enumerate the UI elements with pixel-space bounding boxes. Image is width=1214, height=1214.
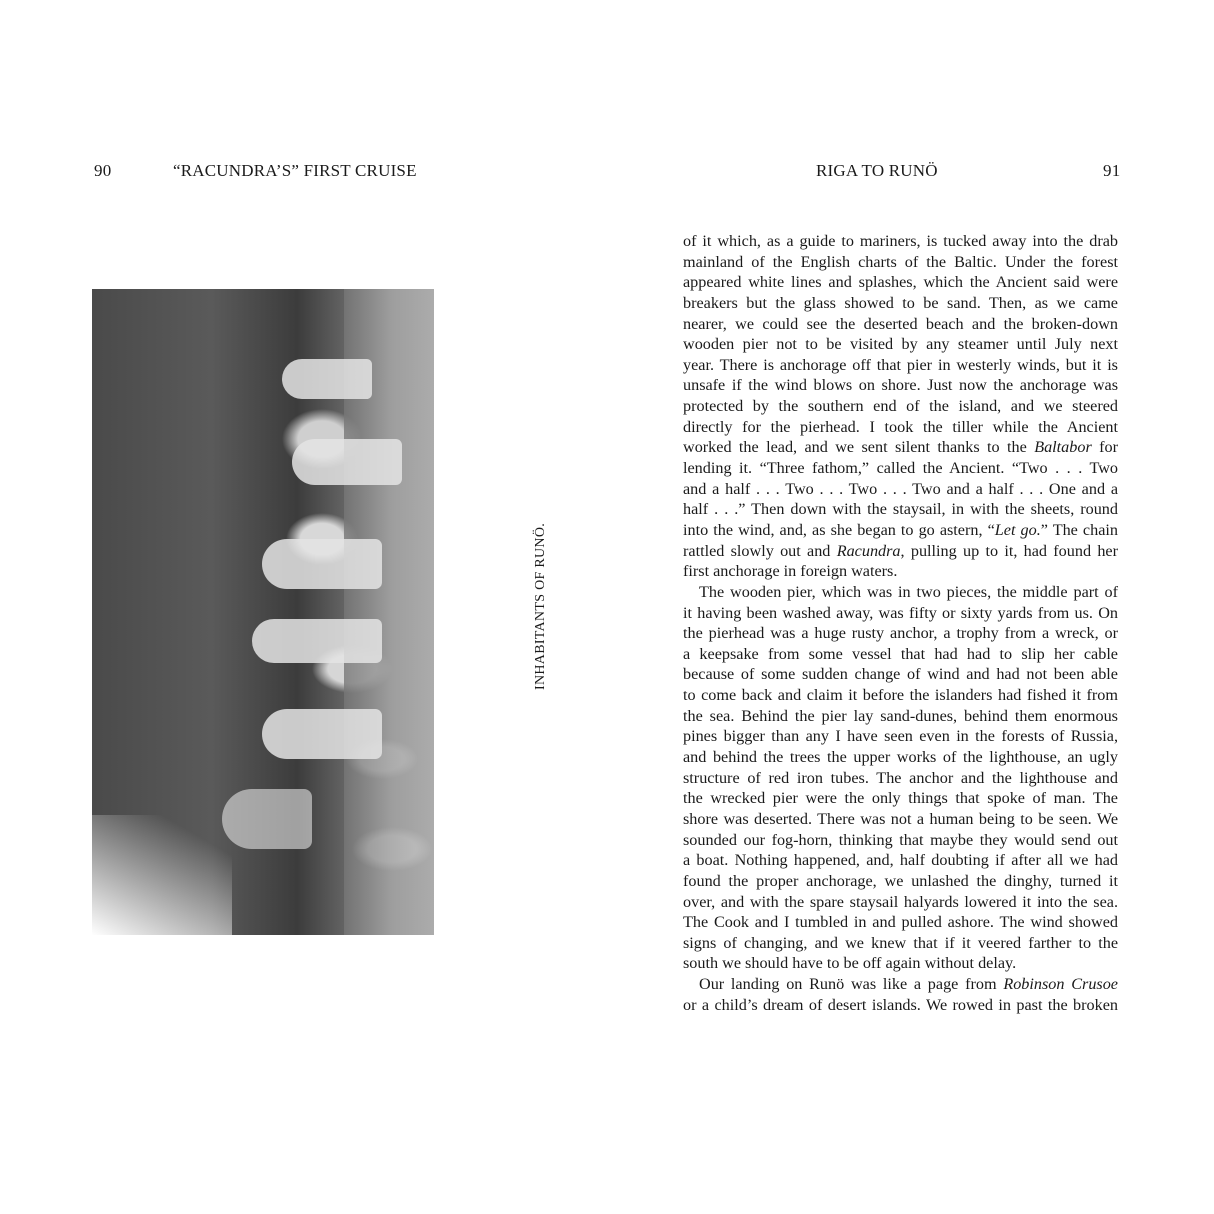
- text-segment: structure of red iron tubes. The anchor and the lighthouse and: [683, 768, 1118, 787]
- text-segment: lending it. “Three fathom,” called the Ancient. “Two . . . Two: [683, 459, 1118, 478]
- text-line: [683, 314, 1118, 335]
- text-segment: the wrecked pier were the only things that spoke of man. The: [683, 789, 1118, 808]
- page-number-left: 90: [94, 161, 112, 180]
- text-line: [683, 355, 1118, 376]
- text-line: [683, 582, 1118, 603]
- text-segment: shore was deserted. There was not a human being to be seen. We: [683, 809, 1118, 828]
- text-segment: year. There is anchorage off that pier in westerly winds, but it is: [683, 355, 1118, 374]
- text-line: [683, 561, 1118, 582]
- text-line: [683, 953, 1118, 974]
- text-line: [683, 603, 1118, 624]
- text-segment: the sea. Behind the pier lay sand-dunes, behind them enormous: [683, 706, 1118, 725]
- text-segment: breakers but the glass showed to be sand. Then, as we came: [683, 293, 1118, 312]
- text-segment: to come back and claim it before the islanders had fished it from: [683, 686, 1118, 705]
- text-segment: a keepsake from some vessel that had had to slip her cable: [683, 644, 1118, 663]
- text-line: [683, 706, 1118, 727]
- text-line: [683, 664, 1118, 685]
- text-segment: the pierhead was a huge rusty anchor, a trophy from a wreck, or: [683, 624, 1118, 643]
- text-line: [683, 231, 1118, 252]
- text-segment: nearer, we could see the deserted beach and the broken-down: [683, 314, 1118, 333]
- text-segment: wooden pier not to be visited by any steamer until July next: [683, 335, 1118, 354]
- text-line: [683, 912, 1118, 933]
- text-segment: for: [1091, 438, 1119, 457]
- text-line: [683, 768, 1118, 789]
- text-line: [683, 644, 1118, 665]
- text-line: [683, 871, 1118, 892]
- text-segment: The Cook and I tumbled in and pulled ashore. The wind showed: [683, 913, 1118, 932]
- text-segment: first anchorage in foreign waters.: [683, 562, 898, 581]
- italic-text: Racundra: [836, 541, 901, 560]
- text-line: [683, 995, 1118, 1016]
- text-segment: it having been washed away, was fifty or sixty yards from us. On: [683, 603, 1118, 622]
- page-number-right: 91: [1103, 161, 1121, 180]
- text-line: [683, 417, 1118, 438]
- text-segment: unsafe if the wind blows on shore. Just now the anchorage was: [683, 376, 1118, 395]
- photo-caption: INHABITANTS OF RUNÖ.: [533, 522, 548, 690]
- running-head-left: “RACUNDRA’S” FIRST CRUISE: [173, 161, 417, 180]
- text-segment: appeared white lines and splashes, which the Ancient said were: [683, 273, 1118, 292]
- text-line: [683, 458, 1118, 479]
- text-segment: a boat. Nothing happened, and, half doubting if after all we had: [683, 851, 1118, 870]
- text-line: [683, 541, 1118, 562]
- text-line: [683, 685, 1118, 706]
- text-line: [683, 375, 1118, 396]
- text-line: [683, 520, 1118, 541]
- text-line: [683, 334, 1118, 355]
- text-segment: The wooden pier, which was in two pieces, the middle part of: [699, 582, 1118, 601]
- body-text: [683, 231, 1118, 1015]
- photo-inhabitants: [92, 289, 434, 935]
- italic-text: Let go.: [994, 520, 1041, 539]
- text-line: [683, 499, 1118, 520]
- text-segment: directly for the pierhead. I took the tiller while the Ancient: [683, 417, 1118, 436]
- text-segment: protected by the southern end of the island, and we steered: [683, 397, 1118, 416]
- text-segment: ” The chain: [1040, 520, 1118, 539]
- text-segment: south we should have to be off again without delay.: [683, 954, 1017, 973]
- running-head-right: RIGA TO RUNÖ: [816, 161, 938, 180]
- text-line: [683, 272, 1118, 293]
- text-segment: pines bigger than any I have seen even in the forests of Russia,: [683, 727, 1118, 746]
- text-line: [683, 830, 1118, 851]
- text-segment: signs of changing, and we knew that if it veered farther to the: [683, 933, 1118, 952]
- text-line: [683, 479, 1118, 500]
- text-line: [683, 809, 1118, 830]
- text-line: [683, 396, 1118, 417]
- text-segment: or a child’s dream of desert islands. We rowed in past the broken: [683, 995, 1118, 1014]
- text-segment: into the wind, and, as she began to go astern, “: [683, 520, 995, 539]
- text-line: [683, 788, 1118, 809]
- text-segment: over, and with the spare staysail halyards lowered it into the sea.: [683, 892, 1118, 911]
- text-segment: because of some sudden change of wind and had not been able: [683, 665, 1118, 684]
- text-line: [683, 974, 1118, 995]
- text-line: [683, 252, 1118, 273]
- italic-text: Baltabor: [1034, 438, 1092, 457]
- text-segment: rattled slowly out and: [683, 541, 837, 560]
- text-segment: found the proper anchorage, we unlashed the dinghy, turned it: [683, 871, 1118, 890]
- text-line: [683, 850, 1118, 871]
- text-segment: half . . .” Then down with the staysail, in with the sheets, round: [683, 500, 1118, 519]
- text-segment: of it which, as a guide to mariners, is tucked away into the drab: [683, 232, 1118, 250]
- text-line: [683, 293, 1118, 314]
- text-segment: and a half . . . Two . . . Two . . . Two and a half . . . One and a: [683, 479, 1118, 498]
- text-segment: , pulling up to it, had found her: [900, 541, 1119, 560]
- text-segment: sounded our fog-horn, thinking that maybe they would send out: [683, 830, 1118, 849]
- italic-text: Robinson Crusoe: [1003, 975, 1118, 994]
- text-segment: mainland of the English charts of the Baltic. Under the forest: [683, 252, 1118, 271]
- text-line: [683, 747, 1118, 768]
- text-line: [683, 437, 1118, 458]
- text-segment: Our landing on Runö was like a page from: [699, 975, 1004, 994]
- text-segment: and behind the trees the upper works of the lighthouse, an ugly: [683, 748, 1118, 767]
- text-line: [683, 933, 1118, 954]
- text-segment: worked the lead, and we sent silent thanks to the: [683, 438, 1035, 457]
- text-line: [683, 726, 1118, 747]
- text-line: [683, 623, 1118, 644]
- text-line: [683, 892, 1118, 913]
